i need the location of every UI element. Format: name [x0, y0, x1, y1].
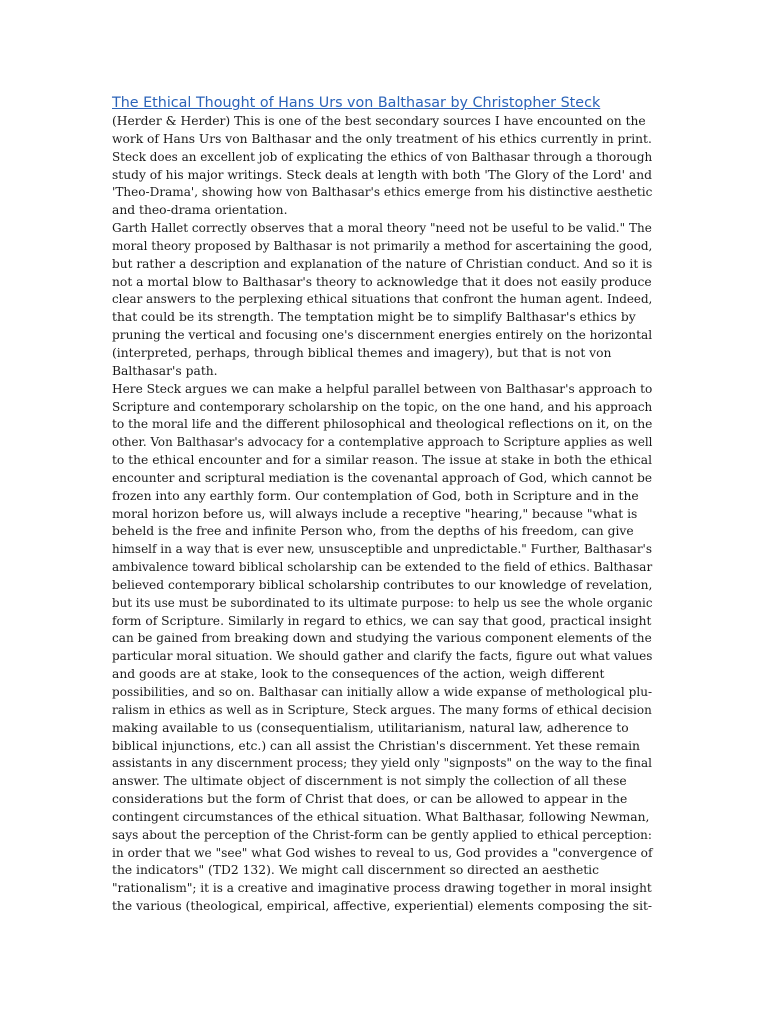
text-line: believed contemporary biblical scholarship contributes to our knowledge of revelation, — [112, 577, 653, 592]
text-line: (Herder & Herder) This is one of the best secondary sources I have encounted on the — [112, 114, 646, 128]
text-line: assistants in any discernment process; they yield only "signposts" on the way to the final — [112, 756, 652, 771]
text-line: and theo-drama orientation. — [112, 203, 288, 218]
text-line: making available to us (consequentialism, utilitarianism, natural law, adherence to — [112, 720, 629, 735]
paragraph-3 — [112, 381, 652, 916]
text-line: particular moral situation. We should gather and clarify the facts, figure out what values — [112, 649, 653, 664]
text-line: answer. The ultimate object of discernment is not simply the collection of all these — [112, 774, 627, 789]
text-line: beheld is the free and infinite Person who, from the depths of his freedom, can give — [112, 524, 634, 539]
text-line: in order that we "see" what God wishes to reveal to us, God provides a "convergence of — [112, 845, 653, 860]
text-line: Scripture and contemporary scholarship on the topic, on the one hand, and his approach — [112, 399, 653, 414]
title-link[interactable]: The Ethical Thought of Hans Urs von Balthasar by Christopher Steck — [112, 95, 601, 111]
text-line: ralism in ethics as well as in Scripture, Steck argues. The many forms of ethical decision — [112, 702, 652, 717]
text-line: Steck does an excellent job of explicating the ethics of von Balthasar through a thorough — [112, 149, 653, 164]
paragraph-2 — [112, 220, 652, 381]
text-line: (interpreted, perhaps, through biblical themes and imagery), but that is not von — [112, 345, 612, 360]
document-body — [112, 113, 652, 916]
text-line: other. Von Balthasar's advocacy for a contemplative approach to Scripture applies as well — [112, 435, 653, 450]
text-line: not a mortal blow to Balthasar's theory to acknowledge that it does not easily produce — [112, 274, 652, 289]
text-line: says about the perception of the Christ-form can be gently applied to ethical perception: — [112, 827, 652, 842]
text-line: moral horizon before us, will always include a receptive "hearing," because "what is — [112, 506, 638, 521]
text-line: ambivalence toward biblical scholarship can be extended to the field of ethics. Balthasar — [112, 560, 653, 575]
text-line: contingent circumstances of the ethical situation. What Balthasar, following Newman, — [112, 809, 650, 824]
text-line: considerations but the form of Christ that does, or can be allowed to appear in the — [112, 792, 628, 807]
text-line: to the ethical encounter and for a similar reason. The issue at stake in both the ethical — [112, 453, 653, 468]
text-line: work of Hans Urs von Balthasar and the only treatment of his ethics currently in print. — [112, 131, 652, 146]
text-line: Balthasar's path. — [112, 363, 218, 378]
paragraph-1 — [112, 113, 652, 220]
text-line: encounter and scriptural mediation is the covenantal approach of God, which cannot be — [112, 470, 653, 485]
document-page — [112, 93, 652, 916]
text-line: "rationalism"; it is a creative and imaginative process drawing together in moral insight — [112, 881, 652, 896]
text-line: that could be its strength. The temptation might be to simplify Balthasar's ethics by — [112, 310, 636, 325]
text-line: himself in a way that is ever new, unsusceptible and unpredictable." Further, Balthasar's — [112, 542, 652, 557]
text-line: clear answers to the perplexing ethical situations that confront the human agent. Indeed, — [112, 292, 653, 307]
text-line: and goods are at stake, look to the consequences of the action, weigh different — [112, 667, 605, 682]
text-line: to the moral life and the different philosophical and theological reflections on it, on the — [112, 417, 653, 432]
text-line: study of his major writings. Steck deals at length with both 'The Glory of the Lord' and — [112, 167, 652, 182]
text-line: possibilities, and so on. Balthasar can initially allow a wide expanse of methological plu- — [112, 685, 653, 699]
text-line: frozen into any earthly form. Our contemplation of God, both in Scripture and in the — [112, 488, 639, 503]
text-line: the indicators" (TD2 132). We might call discernment so directed an aesthetic — [112, 863, 599, 878]
text-line: moral theory proposed by Balthasar is not primarily a method for ascertaining the good, — [112, 238, 653, 253]
text-line: can be gained from breaking down and studying the various component elements of the — [112, 631, 652, 646]
text-line: the various (theological, empirical, affective, experiential) elements composing the sit- — [112, 899, 653, 914]
text-line: form of Scripture. Similarly in regard to ethics, we can say that good, practical insight — [112, 613, 652, 628]
text-line: but rather a description and explanation of the nature of Christian conduct. And so it is — [112, 256, 653, 271]
text-line: pruning the vertical and focusing one's discernment energies entirely on the horizontal — [112, 328, 653, 343]
text-line: biblical injunctions, etc.) can all assist the Christian's discernment. Yet these remain — [112, 738, 640, 753]
text-line: Here Steck argues we can make a helpful parallel between von Balthasar's approach to — [112, 381, 653, 396]
text-line: but its use must be subordinated to its ultimate purpose: to help us see the whole organic — [112, 595, 653, 610]
text-line: Garth Hallet correctly observes that a moral theory "need not be useful to be valid." The — [112, 221, 652, 236]
text-line: 'Theo-Drama', showing how von Balthasar's ethics emerge from his distinctive aesthetic — [112, 185, 653, 200]
